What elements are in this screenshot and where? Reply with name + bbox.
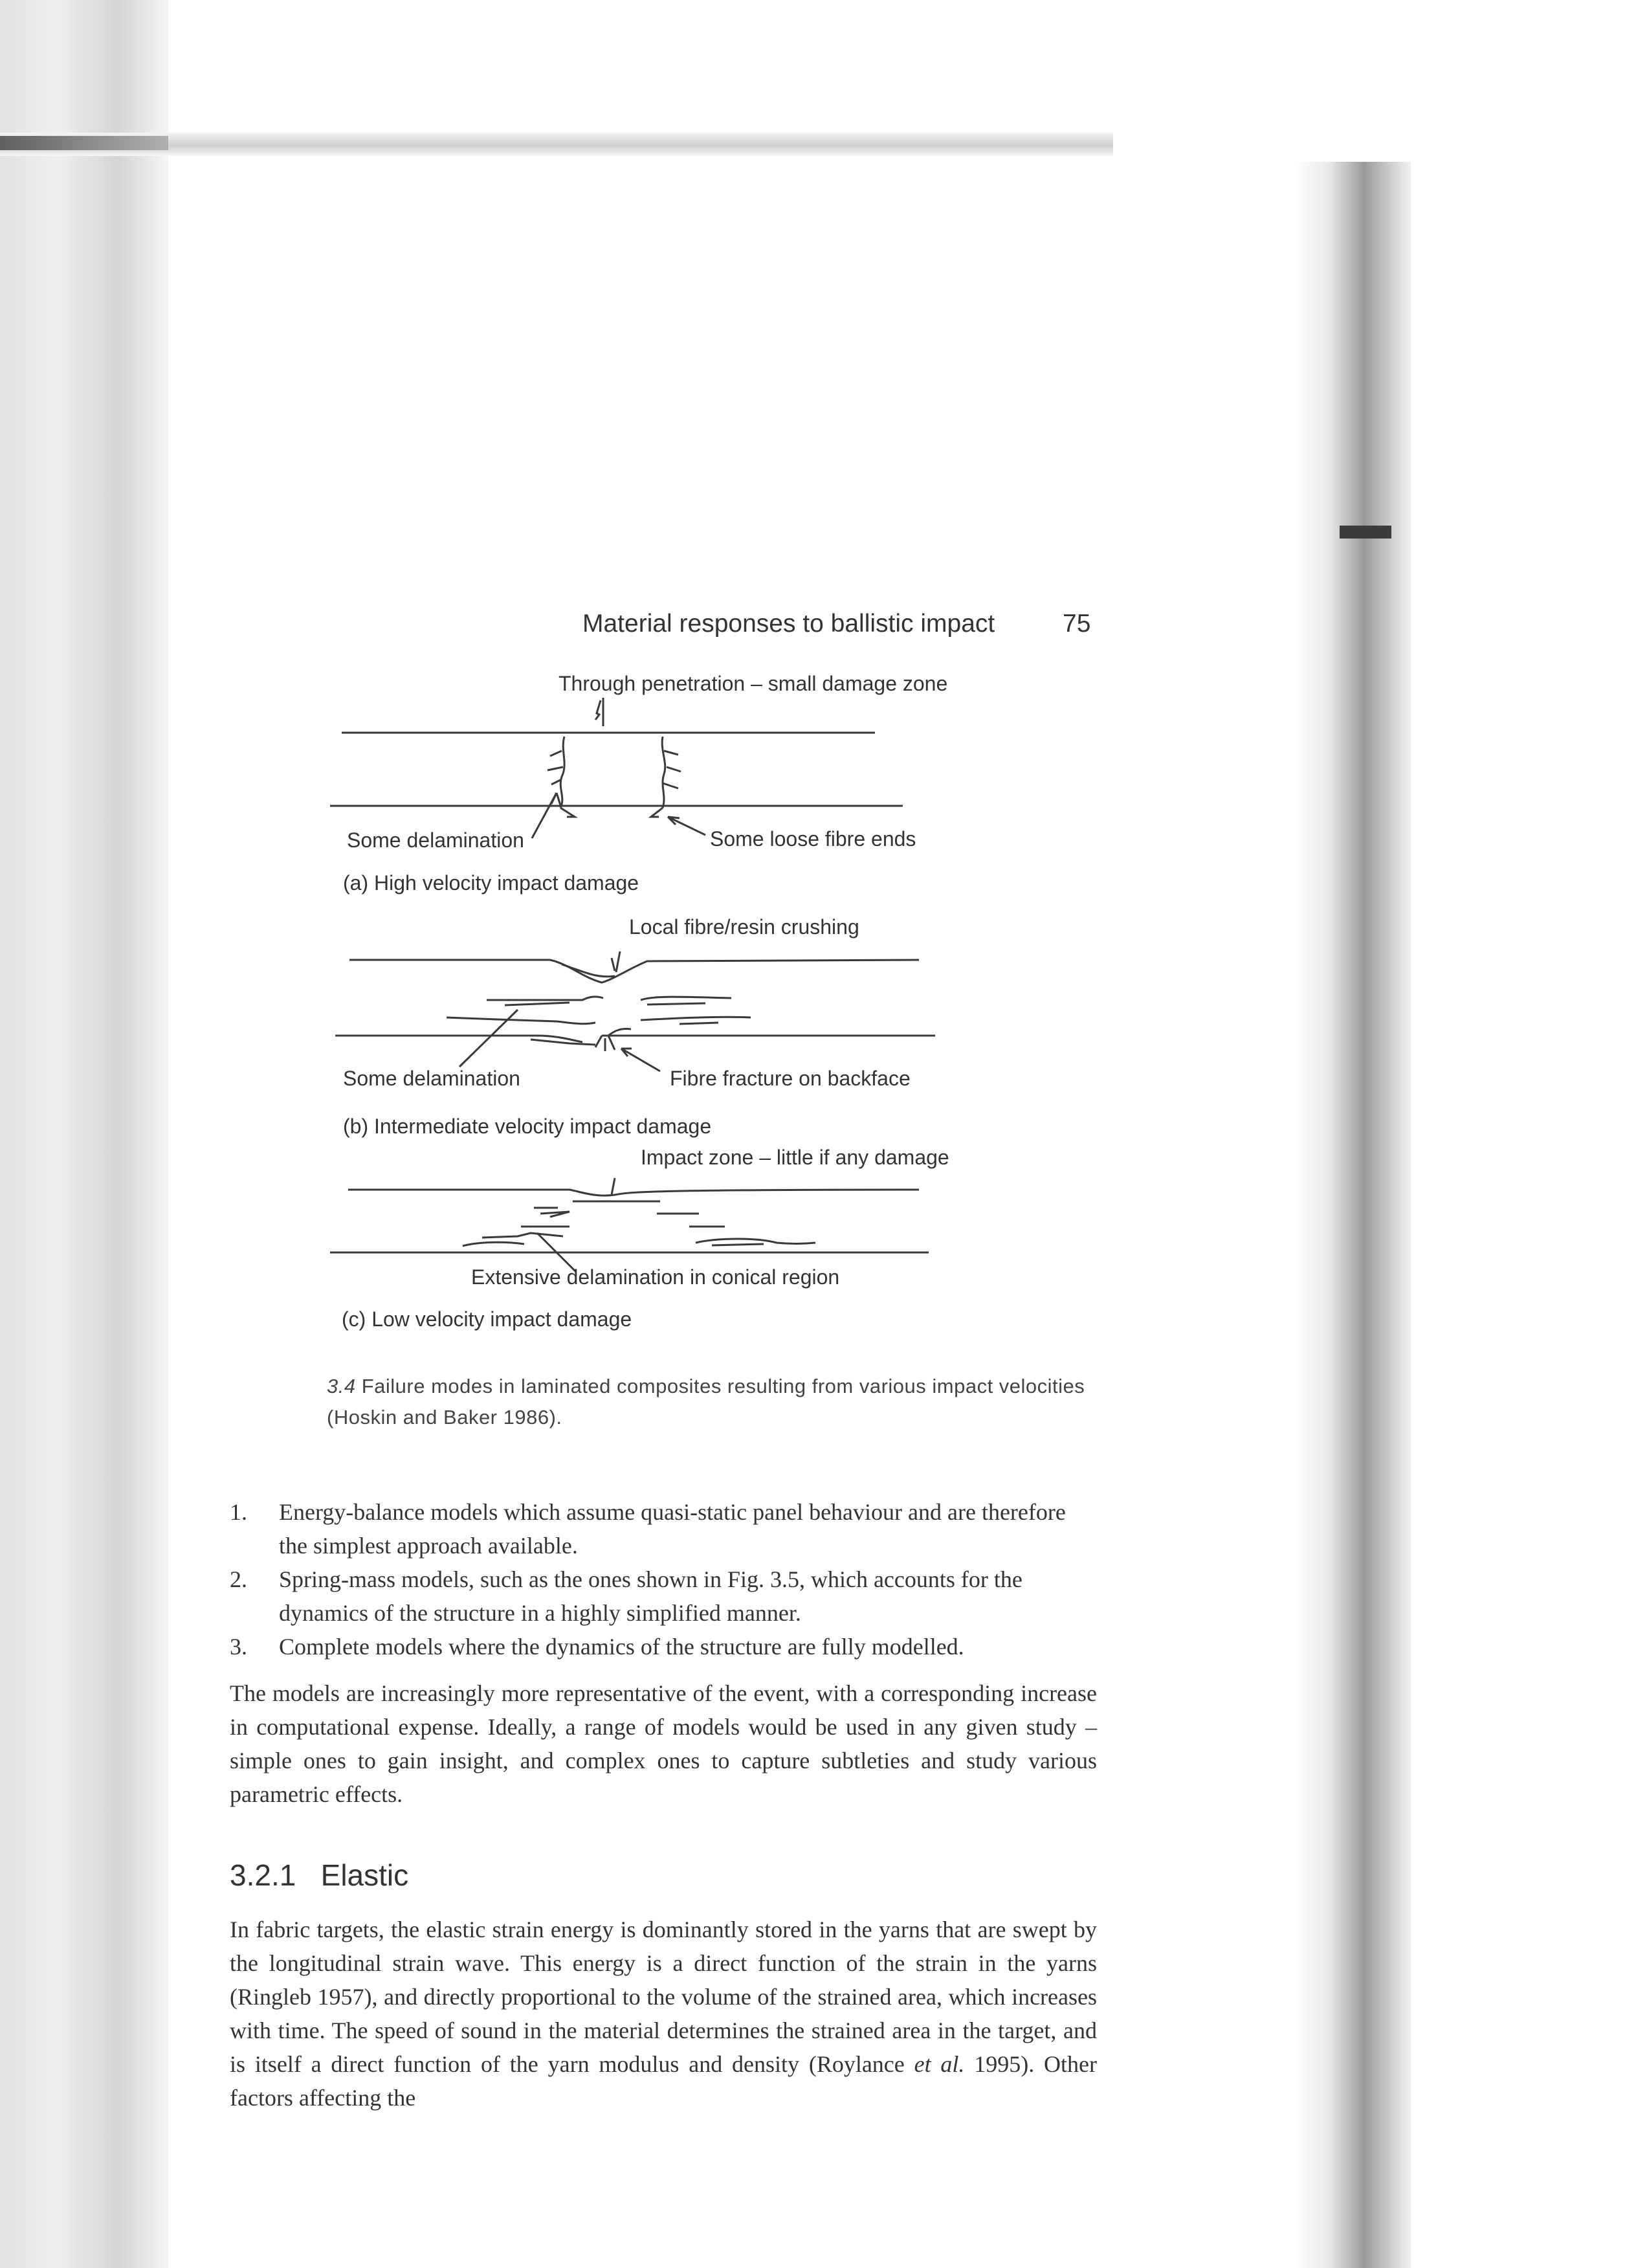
paragraph-elastic bbox=[230, 1913, 1097, 2115]
page-number: 75 bbox=[1063, 610, 1091, 638]
panel-a-left-label: Some delamination bbox=[347, 828, 524, 852]
paragraph-elastic-etal: et al. bbox=[914, 2051, 965, 2077]
paragraph-models: The models are increasingly more representative of the event, with a corresponding increase in computational expense. Ideally, a range of models would be used in any given study – simple ones to gain insight, and complex ones to capture subtleties and study various parametric effects. bbox=[230, 1680, 1097, 1807]
list-item-number: 3. bbox=[230, 1634, 247, 1660]
panel-b-drawing bbox=[335, 951, 935, 1071]
panel-b-top-label: Local fibre/resin crushing bbox=[629, 915, 859, 939]
list-item-text: Energy-balance models which assume quasi-static panel behaviour and are therefore the simplest approach available. bbox=[279, 1499, 1066, 1559]
section-number: 3.2.1 bbox=[230, 1858, 296, 1892]
panel-c-top-label: Impact zone – little if any damage bbox=[641, 1146, 949, 1169]
panel-b-right-label: Fibre fracture on backface bbox=[670, 1067, 911, 1090]
paragraph-elastic-part1: In fabric targets, the elastic strain energy is dominantly stored in the yarns that are swept by the longitudinal strain wave. This energy is a direct function of the strain in the yarns (Ringleb 1957), and directly proportional to the volume of the strained area, which increases with time. The speed of sound in the material determines the strained area in the target, and is itself a direct function of the yarn modulus and density (Roylance bbox=[230, 1917, 1097, 2077]
panel-a-drawing bbox=[330, 698, 903, 838]
section-heading bbox=[230, 1858, 408, 1893]
panel-a-title: (a) High velocity impact damage bbox=[343, 871, 639, 895]
panel-b-left-label: Some delamination bbox=[343, 1067, 520, 1090]
list-item bbox=[230, 1630, 1097, 1663]
section-title: Elastic bbox=[320, 1858, 409, 1892]
caption-text: Failure modes in laminated composites resulting from various impact velocities (Hoskin and Baker 1986). bbox=[327, 1375, 1085, 1429]
panel-b-title: (b) Intermediate velocity impact damage bbox=[343, 1115, 712, 1138]
list-item-number: 2. bbox=[230, 1566, 247, 1592]
paragraph-elastic-part2: 1995). Other factors affecting the bbox=[230, 2051, 1098, 2111]
panel-c-title: (c) Low velocity impact damage bbox=[342, 1307, 632, 1331]
caption-number: 3.4 bbox=[327, 1375, 356, 1397]
running-head: Material responses to ballistic impact bbox=[582, 610, 995, 638]
panel-c-drawing bbox=[330, 1178, 929, 1272]
panel-c-bottom-label: Extensive delamination in conical region bbox=[471, 1265, 840, 1289]
list-item-text: Spring-mass models, such as the ones shown in Fig. 3.5, which accounts for the dynamics of the structure in a highly simplified manner. bbox=[279, 1566, 1022, 1626]
list-item-text: Complete models where the dynamics of the structure are fully modelled. bbox=[279, 1634, 964, 1660]
list-item bbox=[230, 1495, 1097, 1562]
panel-a-top-label: Through penetration – small damage zone bbox=[558, 672, 948, 695]
model-list bbox=[230, 1495, 1097, 1663]
list-item bbox=[230, 1562, 1097, 1630]
panel-a-right-label: Some loose fibre ends bbox=[710, 827, 916, 850]
list-item-number: 1. bbox=[230, 1499, 247, 1525]
figure-caption bbox=[327, 1371, 1116, 1433]
